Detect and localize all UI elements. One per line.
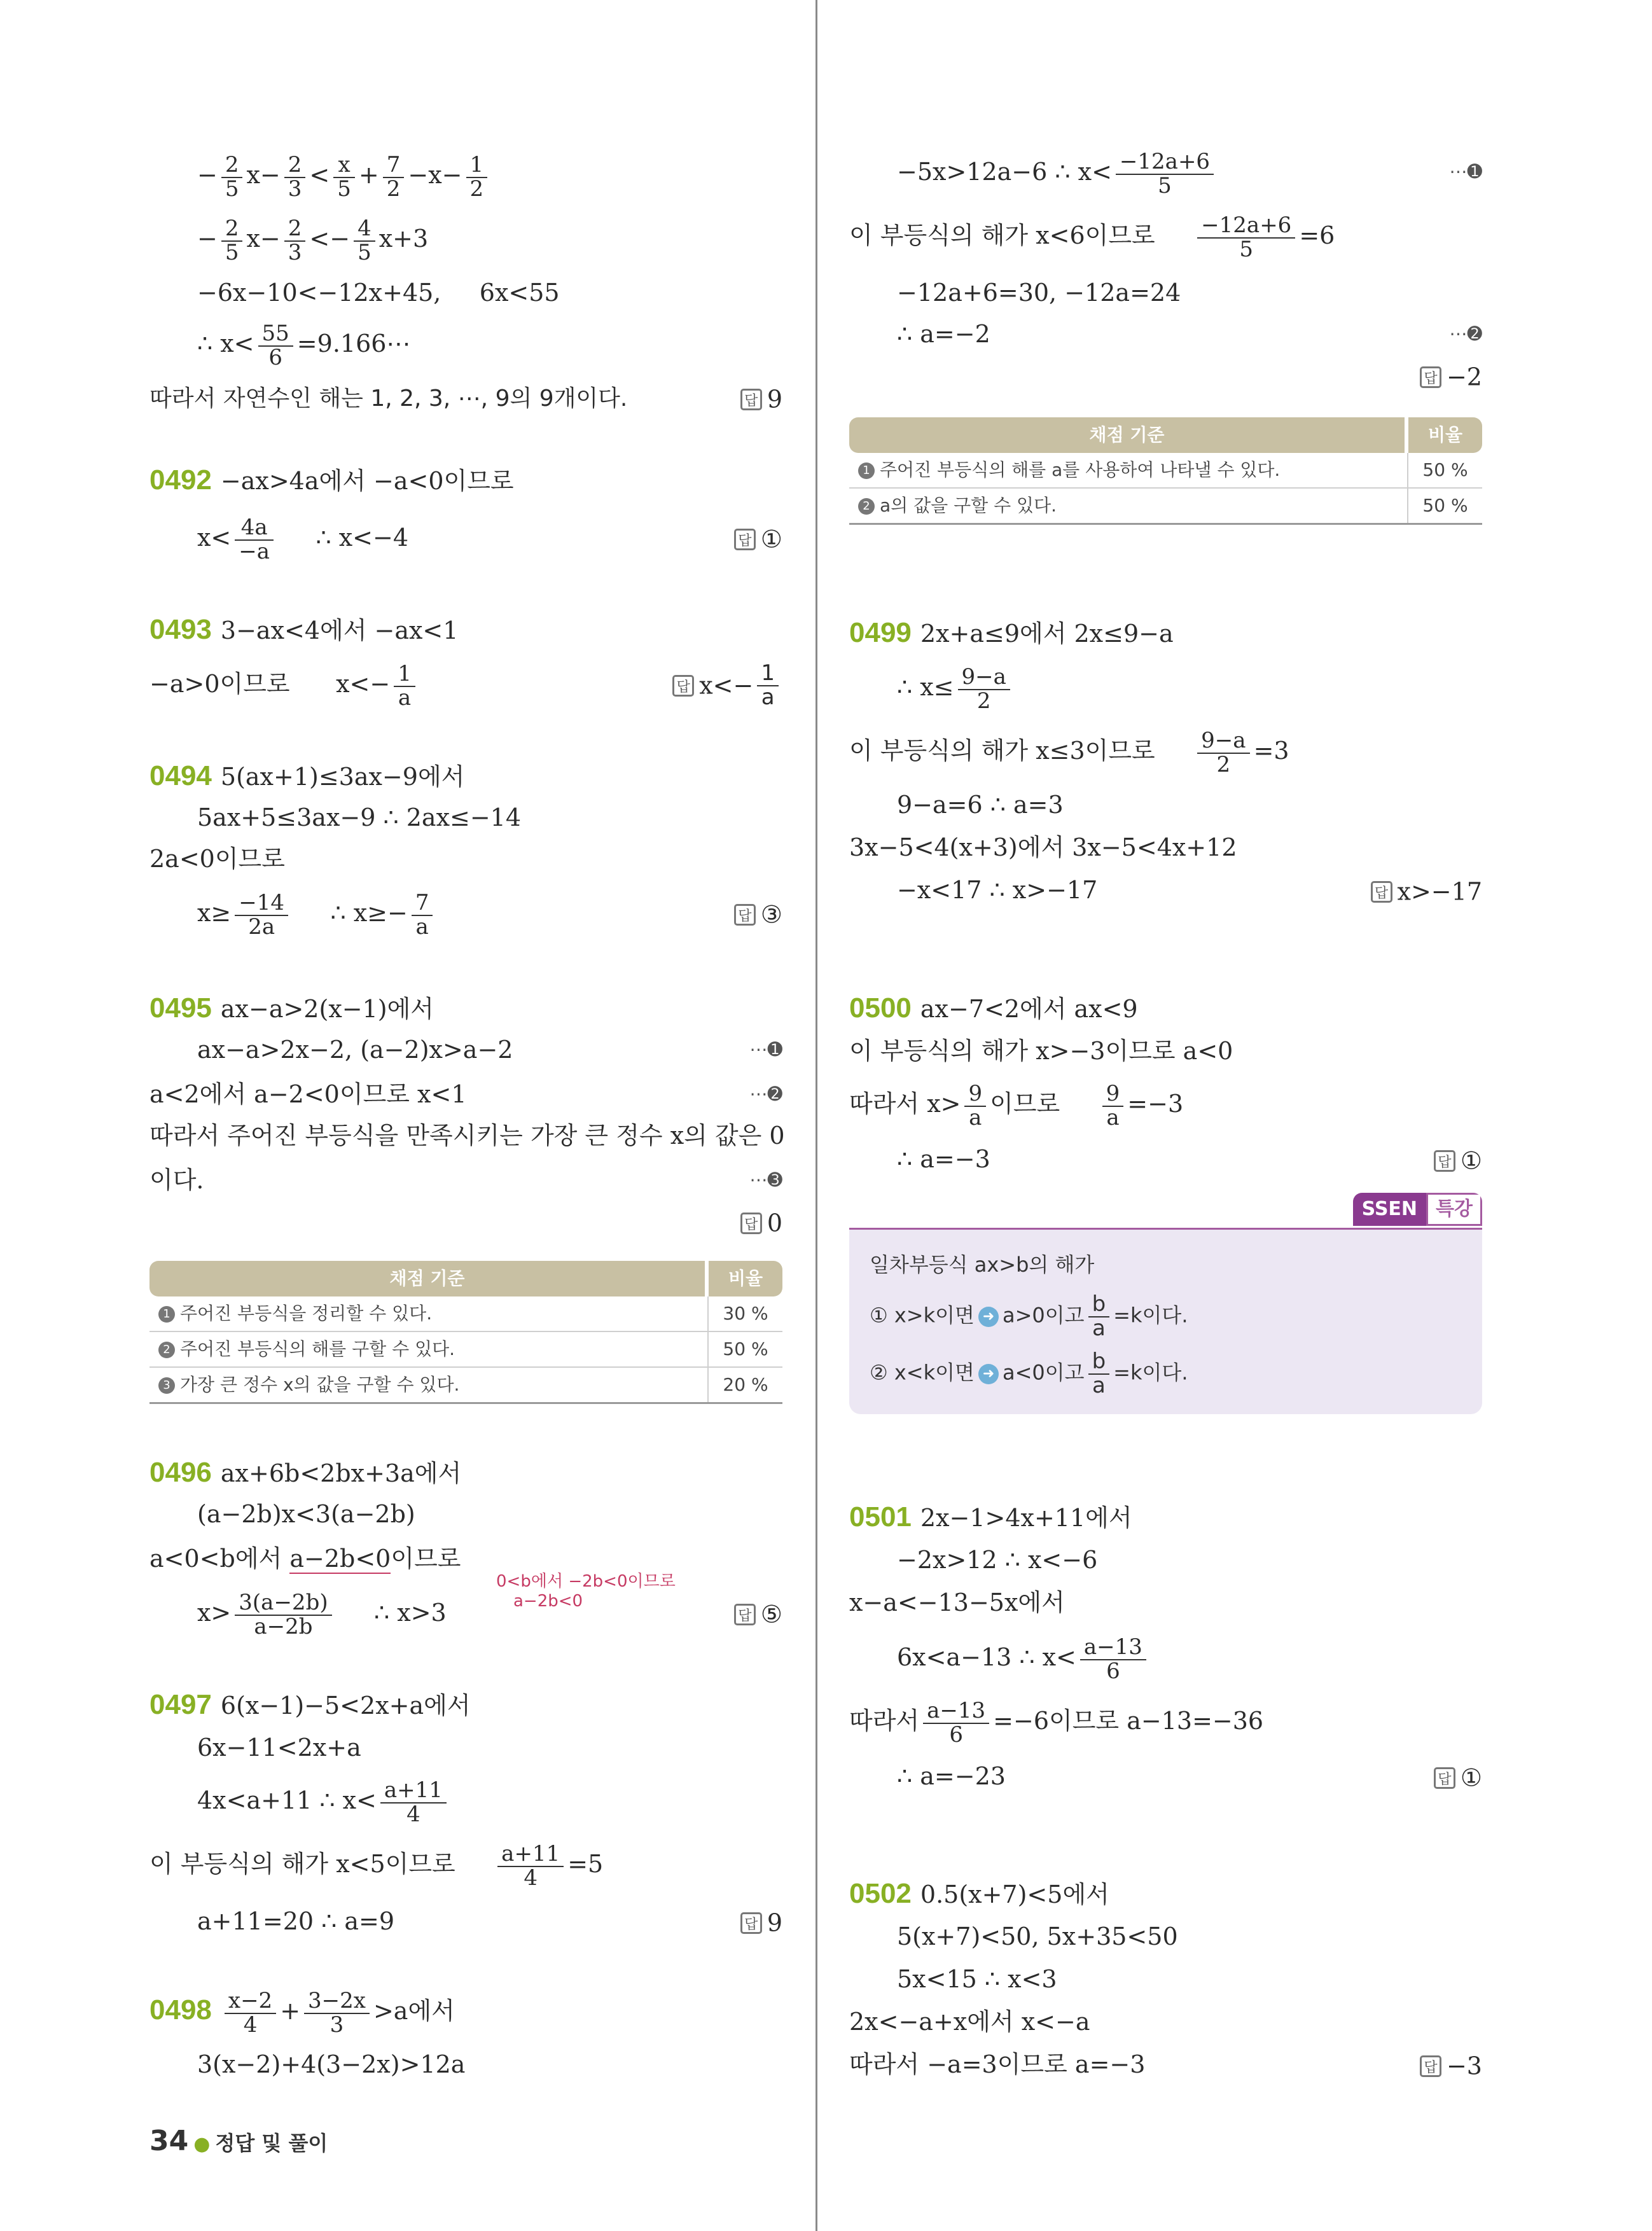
line: 6x−11<2x+a: [197, 1734, 361, 1762]
answer: 답 0: [740, 1199, 782, 1246]
answer: 답 ③: [734, 891, 782, 937]
line: 9−a=6 ∴ a=3: [897, 791, 1064, 819]
line: x> $\frac{3(a-2b)}{a-2b}$ ∴ x>3 답 ⑤: [197, 1589, 782, 1639]
line: 2a<0이므로: [149, 845, 285, 873]
line: [149, 1199, 782, 1244]
answer: 답 9: [740, 375, 782, 422]
page-footer: [149, 2125, 328, 2157]
line: a+11=20 ∴ a=9 답 9: [197, 1899, 782, 1943]
special-line: ② x<k이면 ➜ a<0이고 $\frac{b}{a}$ =k이다.: [870, 1349, 1188, 1398]
problem-0494: 0494 5(ax+1)≤3ax−9에서: [149, 760, 465, 791]
line: 2x<−a+x에서 x<−a: [849, 2008, 1090, 2036]
footer-label: 정답 및 풀이: [215, 2131, 328, 2155]
line: 5(x+7)<50, 5x+35<50: [897, 1922, 1178, 1950]
line: a<0<b에서 a−2b<0이므로: [149, 1545, 461, 1573]
answer: 답 ①: [1434, 1754, 1482, 1800]
line: ∴ x≤ $\frac{9-a}{2}$: [897, 665, 1482, 709]
bullet-icon: ●: [193, 2133, 211, 2155]
answer: 답 −2: [1420, 353, 1482, 400]
problem-0492: 0492 −ax>4a에서 −a<0이므로: [149, 464, 514, 496]
line: x≥ $\frac{-14}{2a}$ ∴ x≥− $\frac{7}{a}$ 답 ③: [197, 889, 782, 940]
page-number: 34: [149, 2125, 189, 2157]
problem-0500: 0500 ax−7<2에서 ax<9: [849, 992, 1138, 1024]
line: −12a+6=30, −12a=24: [897, 279, 1181, 307]
special-line: ① x>k이면 ➜ a>0이고 $\frac{b}{a}$ =k이다.: [870, 1291, 1188, 1341]
ssen-special-box: [849, 1198, 1482, 1414]
line: ∴ a=−3 답 ①: [897, 1137, 1482, 1181]
line: −x<17 ∴ x>−17 답 x>−17: [897, 868, 1482, 912]
problem-0499: 0499 2x+a≤9에서 2x≤9−a: [849, 617, 1174, 648]
answer: 답 ①: [734, 515, 782, 562]
line: −2x>12 ∴ x<−6: [897, 1546, 1098, 1574]
line: 따라서 자연수인 해는 1, 2, 3, ⋯, 9의 9개이다. 답 9: [149, 375, 782, 420]
problem-0498: 0498 $\frac{x-2}{4}$ + $\frac{3-2x}{3}$ >a에서: [149, 1987, 455, 2038]
line: ∴ x< $\frac{55}{6}$ =9.166⋯: [197, 320, 411, 370]
problem-0495: 0495 ax−a>2(x−1)에서: [149, 992, 434, 1024]
problem-0493: 0493 3−ax<4에서 −ax<1: [149, 614, 459, 645]
line: 5ax+5≤3ax−9 ∴ 2ax≤−14: [197, 803, 522, 831]
line: 따라서 x> $\frac{9}{a}$ 이므로 $\frac{9}{a}$ =−3: [849, 1080, 1184, 1130]
line: −5x>12a−6 ∴ x< $\frac{-12a+6}{5}$ ⋯➊: [897, 148, 1482, 198]
problem-0497: 0497 6(x−1)−5<2x+a에서: [149, 1689, 471, 1720]
answer: 답 −3: [1420, 2042, 1482, 2089]
answer: 답 x>−17: [1371, 868, 1482, 914]
line: − $\frac{2}{5}$ x− $\frac{2}{3}$ <− $\frac{4}{5}$ x+3: [197, 215, 429, 265]
line: ax−a>2x−2, (a−2)x>a−2 ⋯➊: [197, 1036, 782, 1064]
line: x< $\frac{4a}{-a}$ ∴ x<−4 답 ①: [197, 514, 782, 564]
problem-0496: 0496 ax+6b<2bx+3a에서: [149, 1457, 462, 1488]
line: 3x−5<4(x+3)에서 3x−5<4x+12: [849, 833, 1237, 861]
problem-0502: 0502 0.5(x+7)<5에서: [849, 1878, 1109, 1909]
line: 5x<15 ∴ x<3: [897, 1965, 1057, 1993]
line: 따라서 주어진 부등식을 만족시키는 가장 큰 정수 x의 값은 0: [149, 1122, 785, 1150]
line: (a−2b)x<3(a−2b): [197, 1500, 415, 1528]
side-note: a−2b<0: [513, 1592, 583, 1611]
line: [849, 353, 1482, 398]
line: −6x−10<−12x+45, 6x<55: [197, 279, 560, 307]
line: 이 부등식의 해가 x<5이므로 $\frac{a+11}{4}$ =5: [149, 1840, 604, 1891]
line: 3(x−2)+4(3−2x)>12a: [197, 2050, 466, 2078]
line: ∴ a=−2 ⋯➋: [897, 320, 1482, 348]
ssen-tag: SSEN 특강: [1353, 1193, 1482, 1226]
scoring-table: 채점 기준 비율 1 주어진 부등식을 정리할 수 있다. 30 % 2 주어진 부등식의 해를 구할 수 있다. 50 % 3 가장 큰 정수 x의 값을 구할 수 있다. 20 %: [149, 1261, 782, 1404]
answer: 답 x<− $\frac{1}{a}$: [672, 662, 782, 709]
line: 따라서 −a=3이므로 a=−3 답 −3: [849, 2042, 1482, 2087]
column-divider: [816, 0, 817, 2231]
line: a<2에서 a−2<0이므로 x<1 ⋯➋: [149, 1080, 782, 1108]
problem-0501: 0501 2x−1>4x+11에서: [849, 1501, 1132, 1533]
line: 이 부등식의 해가 x>−3이므로 a<0: [849, 1037, 1233, 1065]
scoring-table: 채점 기준 비율 1 주어진 부등식의 해를 a를 사용하여 나타낼 수 있다. 50 % 2 a의 값을 구할 수 있다. 50 %: [849, 417, 1482, 525]
line: 4x<a+11 ∴ x< $\frac{a+11}{4}$: [197, 1778, 782, 1823]
side-note: 0<b에서 −2b<0이므로: [496, 1572, 676, 1591]
arrow-right-icon: ➜: [978, 1307, 999, 1327]
answer: 답 ①: [1434, 1137, 1482, 1183]
line: 따라서 $\frac{a-13}{6}$ =−6이므로 a−13=−36: [849, 1697, 1264, 1748]
line: ∴ a=−23 답 ①: [897, 1754, 1482, 1798]
arrow-right-icon: ➜: [978, 1364, 999, 1384]
line: x−a<−13−5x에서: [849, 1588, 1065, 1616]
line: − $\frac{2}{5}$ x− $\frac{2}{3}$ < $\frac{x}{5}$ + $\frac{7}{2}$ −x− $\frac{1}{2}$: [197, 153, 782, 197]
line: 이다. ⋯➌: [149, 1166, 782, 1194]
line: 6x<a−13 ∴ x< $\frac{a-13}{6}$: [897, 1635, 1482, 1679]
answer: 답 9: [740, 1899, 782, 1945]
answer: 답 ⑤: [734, 1590, 782, 1637]
special-title: 일차부등식 ax>b의 해가: [870, 1253, 1095, 1277]
line: −a>0이므로 x<− $\frac{1}{a}$ 답 x<− $\frac{1}{a}$: [149, 662, 782, 706]
line: 이 부등식의 해가 x≤3이므로 $\frac{9-a}{2}$ =3: [849, 727, 1289, 777]
line: 이 부등식의 해가 x<6이므로 $\frac{-12a+6}{5}$ =6: [849, 212, 1335, 262]
